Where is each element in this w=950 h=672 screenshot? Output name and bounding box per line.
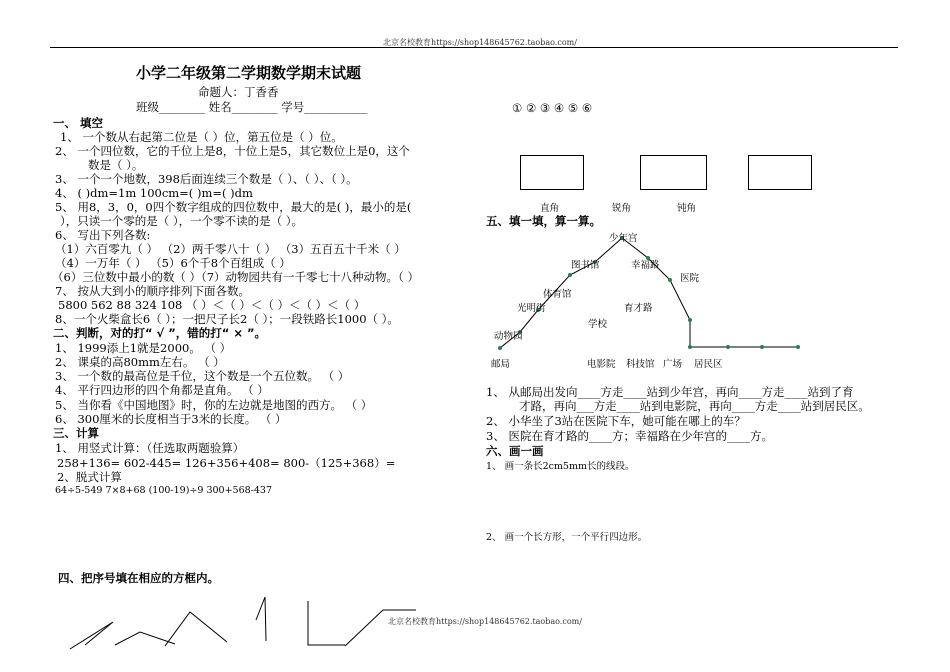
- acute-angle-label: 锐角: [612, 203, 632, 214]
- map-label-shaoniangong: 少年宫: [609, 233, 638, 244]
- map-label-dianyingyuan: 电影院: [587, 359, 616, 370]
- calc-vertical-problems: 258+136= 602-445= 126+356+408= 800-（125+368）=: [57, 456, 396, 470]
- judge-q1: 1、 1999添上1就是2000。 （ ）: [55, 341, 232, 355]
- fill-q7: 7、 按从大到小的顺序排列下面各数。: [55, 284, 250, 298]
- fill-q2-cont: 数是（ ）。: [88, 158, 144, 172]
- map-label-jumingqu: 居民区: [694, 359, 723, 370]
- fill-q1: 1、 一个数从右起第二位是（ ）位，第五位是（ ）位。: [60, 130, 343, 144]
- map-label-guangchang: 广场: [663, 359, 683, 370]
- angle-3: [165, 612, 227, 646]
- map-label-tiyuguan: 体育馆: [543, 289, 572, 300]
- angle-2: [115, 632, 175, 645]
- map-label-youju: 邮局: [491, 359, 511, 370]
- right-angle-box[interactable]: [520, 155, 584, 190]
- page-header: 北京名校教育https://shop148645762.taobao.com/: [383, 38, 577, 47]
- angle-4: [256, 597, 266, 641]
- header-rule: [50, 47, 898, 48]
- calc-sub2: 2、脱式计算: [57, 470, 122, 484]
- route-q1: 1、 从邮局出发向____方走____站到少年宫，再向____方走____站到了育: [486, 385, 854, 399]
- page-title: 小学二年级第二学期数学期末试题: [136, 64, 362, 82]
- section-1-heading: 一、 填空: [53, 116, 104, 130]
- obtuse-angle-box[interactable]: [748, 155, 812, 190]
- fill-q2: 2、 一个四位数，它的千位上是8，十位上是5，其它数位上是0，这个: [55, 144, 410, 158]
- obtuse-angle-label: 钝角: [677, 203, 697, 214]
- map-label-xuexiao: 学校: [588, 319, 608, 330]
- map-label-tushuguan: 图书馆: [571, 260, 600, 271]
- map-label-kejiguan: 科技馆: [626, 359, 655, 370]
- author-line: 命题人：丁香香: [198, 85, 279, 99]
- angle-number-circles: ① ② ③ ④ ⑤ ⑥: [512, 101, 593, 115]
- route-q2: 2、 小华坐了3站在医院下车，她可能在哪上的车？: [486, 414, 746, 428]
- fill-q6-row1: （1）六百零九（ ） （2）两千零八十（ ） （3）五百五十千米（ ）: [55, 242, 406, 256]
- judge-q2: 2、 课桌的高80mm左右。 （ ）: [55, 355, 225, 369]
- stop-tiyuguan: [568, 273, 572, 277]
- judge-q5: 5、 当你看《中国地图》时，你的左边就是地图的西方。 （ ）: [55, 398, 373, 412]
- angle-1: [70, 622, 113, 649]
- fill-q7-numbers: 5800 562 88 324 108 （ ）＜（ ）＜（ ）＜（ ）＜（ ）: [58, 298, 366, 312]
- section-6-heading: 六、画一画: [486, 444, 544, 458]
- fill-q5: 5、 用8，3，0，0四个数字组成的四位数中，最大的是( )，最小的是(: [55, 200, 412, 214]
- route-map: [480, 220, 810, 360]
- stop-yucailu: [688, 318, 692, 322]
- fill-q5-cont: ），只读一个零的是（ ），一个零不读的是（ ）。: [60, 214, 304, 228]
- judge-q4: 4、 平行四边形的四个角都是直角。 （ ）: [55, 383, 269, 397]
- student-info-line: 班级________ 姓名________ 学号___________: [136, 100, 368, 114]
- map-label-dongwuyuan: 动物园: [494, 331, 523, 342]
- angle-figures: [60, 592, 420, 652]
- stop-guangchang: [760, 345, 764, 349]
- fill-q8: 8、一个火柴盒长6（ ）；一把尺子长2（ ）；一段铁路长1000（ ）。: [55, 312, 399, 326]
- draw-q2: 2、 画一个长方形，一个平行四边形。: [486, 532, 648, 543]
- fill-q6-row2: （4）一万年（ ） （5）6个千8个百组成（ ）: [55, 256, 291, 270]
- angle-5: [308, 601, 345, 645]
- stop-youju: [498, 346, 502, 350]
- stop-jumingqu: [796, 345, 800, 349]
- route-q3: 3、 医院在育才路的____方；幸福路在少年宫的____方。: [486, 429, 773, 443]
- acute-angle-box[interactable]: [640, 155, 707, 190]
- section-2-heading: 二、判断，对的打“ √ ”，错的打“ × ”。: [53, 326, 267, 340]
- map-label-xingfulu: 幸福路: [631, 260, 660, 271]
- draw-q1: 1、 画一条长2cm5mm长的线段。: [486, 461, 635, 472]
- fill-q6-row3: （6）三位数中最小的数（ ）（7）动物园共有一千零七十八种动物。（ ）: [52, 270, 419, 284]
- route-q1-cont: 才路，再向___方走____站到电影院，再向____方走____站到居民区。: [519, 399, 870, 413]
- fill-q4: 4、 ( )dm=1m 100cm=( )m=( )dm: [55, 186, 253, 200]
- calc-expressions: 64÷5-549 7×8+68 (100-19)÷9 300+568-437: [55, 485, 273, 496]
- calc-sub1: 1、 用竖式计算：（任选取两题验算）: [55, 441, 245, 455]
- section-5-heading: 五、填一填，算一算。: [486, 214, 601, 228]
- judge-q6: 6、 300厘米的长度相当于3米的长度。 （ ）: [55, 412, 287, 426]
- map-label-yucailu: 育才路: [624, 303, 653, 314]
- section-4-heading: 四、把序号填在相应的方框内。: [58, 571, 219, 585]
- map-label-guangmingjie: 光明街: [517, 303, 546, 314]
- fill-q3: 3、 一个一个地数，398后面连续三个数是（ ）、（ ）、（ ）。: [55, 172, 358, 186]
- section-3-heading: 三、计算: [53, 426, 99, 440]
- fill-q6: 6、 写出下列各数:: [55, 228, 151, 242]
- stop-kejiguan: [726, 345, 730, 349]
- stop-yiyuan: [668, 278, 672, 282]
- stop-dianyingyuan: [688, 345, 692, 349]
- judge-q3: 3、 一个数的最高位是千位，这个数是一个五位数。 （ ）: [55, 369, 350, 383]
- map-label-yiyuan: 医院: [680, 273, 700, 284]
- right-angle-label: 直角: [540, 203, 560, 214]
- page-footer: 北京名校教育https://shop148645762.taobao.com/: [388, 617, 582, 626]
